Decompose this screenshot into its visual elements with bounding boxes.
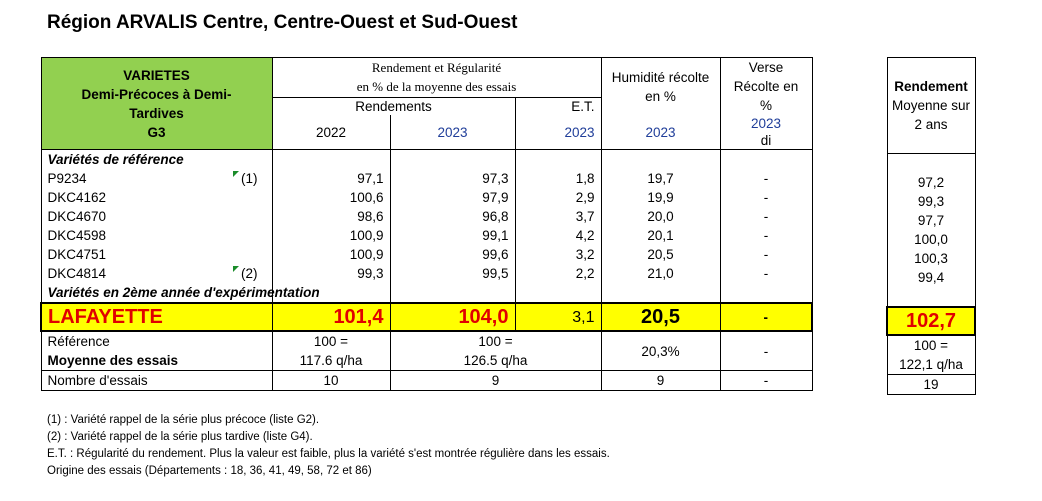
et-cell: 1,8 [515,169,601,188]
hum-cell: 20,1 [601,226,720,245]
r2023-cell: 99,6 [390,245,515,264]
humidite-header [601,58,720,116]
side-header-3: 2 ans [887,115,975,134]
average-table [886,57,976,395]
varietes-line-2: Demi-Précoces à Demi- [81,86,232,102]
hum-cell: 21,0 [601,264,720,283]
et-cell: 3,2 [515,245,601,264]
n-hum: 9 [601,371,720,391]
year-2022: 2022 [272,115,390,150]
varietes-line-4: G3 [147,124,166,140]
year-2023-verse [720,115,812,150]
year-2023-hum: 2023 [601,115,720,150]
variety-name [41,264,272,283]
highlight-et: 3,1 [515,303,601,331]
moyenne-label: Moyenne des essais [41,351,272,371]
ref-2022-top: 100 = [272,331,390,351]
hum-cell: 20,0 [601,207,720,226]
avg-ref-bot: 122,1 q/ha [887,355,975,375]
r2022-cell: 100,6 [272,188,390,207]
variety-label: P9234 [47,171,87,186]
ref-hum: 20,3% [601,331,720,371]
varietes-line-3: Tardives [129,105,184,121]
r2022-cell: 98,6 [272,207,390,226]
ref-2023-bot: 126.5 q/ha [390,351,601,371]
verse-cell: - [720,169,812,188]
highlight-name: LAFAYETTE [41,303,272,331]
verse-cell: - [720,264,812,283]
avg-cell: 100,0 [887,230,975,249]
avg-cell: 100,3 [887,249,975,268]
verse-header [720,58,812,116]
table-row [41,188,812,207]
highlight-r2023: 104,0 [390,303,515,331]
varietes-line-1: VARIETES [123,67,190,83]
table-row [41,264,812,283]
n-verse: - [720,371,812,391]
year-2023-verse-label: 2023 [750,116,782,131]
variety-name: DKC4670 [41,207,272,226]
highlight-row [41,303,812,331]
n-avg: 19 [887,375,975,395]
verse-sub-label: di [760,133,772,148]
et-cell: 2,9 [515,188,601,207]
hum-cell: 20,5 [601,245,720,264]
reference-label: Référence [41,331,272,351]
footnote-3: E.T. : Régularité du rendement. Plus la valeur est faible, plus la variété s'est montrée régulière dans les essais. [47,448,610,460]
footnote-4: Origine des essais (Départements : 18, 36, 41, 49, 58, 72 et 86) [47,465,372,477]
rendement-regularite-header [272,58,601,98]
note-ref [233,264,272,283]
footnotes [47,412,610,480]
n-2023: 9 [390,371,601,391]
rendements-header: Rendements [272,97,515,115]
table-row [41,169,812,188]
table-row [41,245,812,264]
avg-cell: 99,3 [887,192,975,211]
verse-line-3: % [760,98,773,113]
comment-marker-icon [233,266,239,272]
note-text: (2) [241,266,258,281]
ref-2023-top: 100 = [390,331,601,351]
r2022-cell: 99,3 [272,264,390,283]
comment-marker-icon [233,171,239,177]
verse-cell: - [720,188,812,207]
page-title: Région ARVALIS Centre, Centre-Ouest et Sud-Ouest [47,12,518,33]
humidite-line-1: Humidité récolte [611,69,710,85]
ref-verse: - [720,331,812,371]
hum-cell: 19,9 [601,188,720,207]
table-row [41,207,812,226]
et-cell: 4,2 [515,226,601,245]
verse-cell: - [720,226,812,245]
highlight-verse: - [720,303,812,331]
et-header: E.T. [515,97,601,115]
footnote-2: (2) : Variété rappel de la série plus tardive (liste G4). [47,431,313,443]
r2023-cell: 99,5 [390,264,515,283]
section-reference: Variétés de référence [41,150,272,170]
rendement-regularite-line-2: en % de la moyenne des essais [356,79,517,95]
variety-label: DKC4814 [47,266,107,281]
side-header-1: Rendement [887,77,975,96]
footnote-1: (1) : Variété rappel de la série plus précoce (liste G2). [47,414,320,426]
section-second-year: Variétés en 2ème année d'expérimentation [41,283,272,303]
side-header-2: Moyenne sur [887,96,975,115]
humidite-line-2: en % [645,88,676,104]
r2022-cell: 97,1 [272,169,390,188]
r2023-cell: 97,3 [390,169,515,188]
et-cell: 2,2 [515,264,601,283]
variety-name [41,169,272,188]
highlight-avg: 102,7 [887,307,975,335]
varietes-header-cell [41,58,272,150]
year-2023-et: 2023 [515,115,601,150]
verse-cell: - [720,245,812,264]
et-cell: 3,7 [515,207,601,226]
highlight-hum: 20,5 [601,303,720,331]
verse-line-2: Récolte en [733,79,799,94]
nombre-essais-label: Nombre d'essais [41,371,272,391]
note-ref [233,169,272,188]
r2023-cell: 97,9 [390,188,515,207]
results-table [40,57,813,391]
variety-name: DKC4751 [41,245,272,264]
rendement-regularite-line-1: Rendement et Régularité [371,60,502,76]
ref-2022-bot: 117.6 q/ha [272,351,390,371]
r2022-cell: 100,9 [272,226,390,245]
verse-cell: - [720,207,812,226]
r2023-cell: 96,8 [390,207,515,226]
r2022-cell: 100,9 [272,245,390,264]
variety-name: DKC4598 [41,226,272,245]
avg-ref-top: 100 = [887,335,975,355]
avg-cell: 97,7 [887,211,975,230]
n-2022: 10 [272,371,390,391]
hum-cell: 19,7 [601,169,720,188]
year-2023-rend: 2023 [390,115,515,150]
r2023-cell: 99,1 [390,226,515,245]
note-text: (1) [241,171,258,186]
avg-cell: 99,4 [887,268,975,287]
variety-name: DKC4162 [41,188,272,207]
table-row [41,226,812,245]
highlight-r2022: 101,4 [272,303,390,331]
verse-line-1: Verse [748,60,784,75]
avg-cell: 97,2 [887,173,975,192]
